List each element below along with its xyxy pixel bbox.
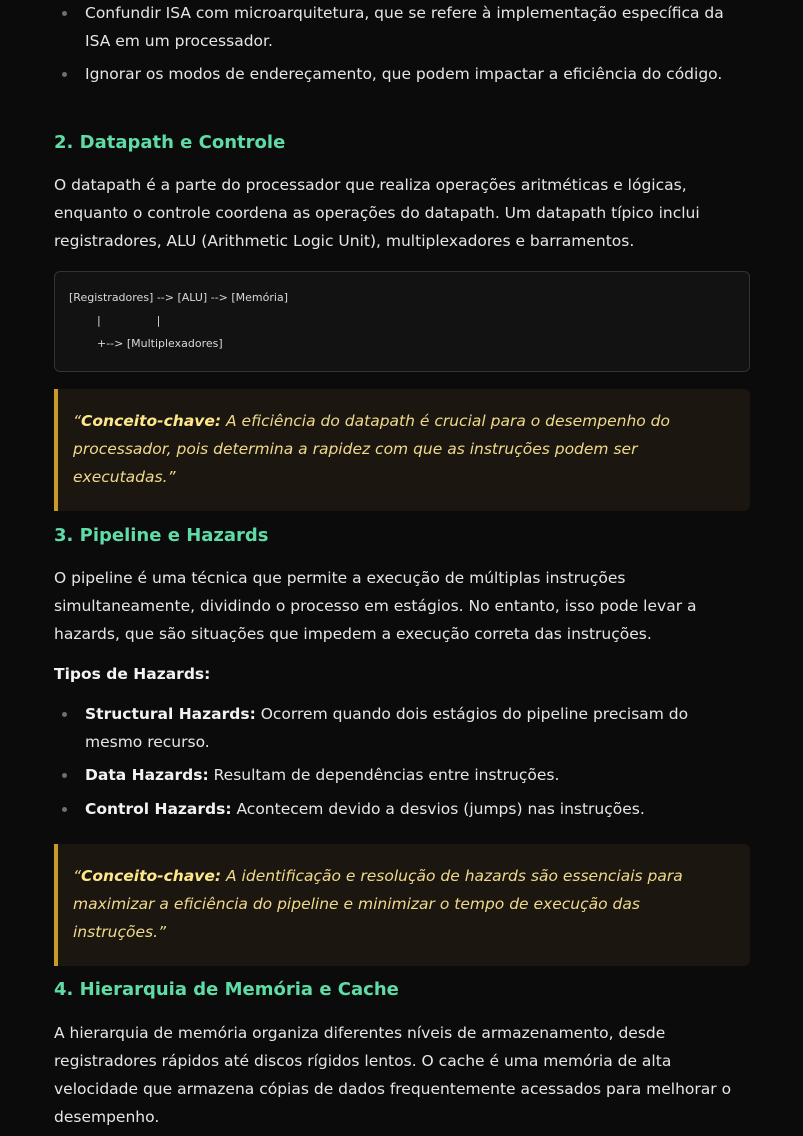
section-heading-datapath: 2. Datapath e Controle	[54, 132, 286, 153]
code-line: +--> [Multiplexadores]	[69, 337, 223, 350]
datapath-paragraph: O datapath é a parte do processador que realiza operações aritméticas e lógicas, enquanto o controle coordena as operações do datapath. Um datapath típico inclui registradores, ALU (Arithmetic Logic Unit), multiplexadores e barramentos.	[54, 176, 700, 250]
hazard-types-list	[54, 701, 750, 829]
code-block	[54, 271, 750, 372]
key-concept-callout: “Conceito-chave: A identificação e resolução de hazards são essenciais para maximizar a eficiência do pipeline e minimizar o tempo de execução das instruções.”	[54, 844, 750, 966]
key-concept-callout: “Conceito-chave: A eficiência do datapath é crucial para o desempenho do processador, pois determina a rapidez com que as instruções podem ser executadas.”	[54, 389, 750, 511]
list-item: Confundir ISA com microarquitetura, que se refere à implementação específica da ISA em um processador.	[54, 0, 750, 55]
code-line: | |	[69, 314, 161, 327]
memory-paragraph: A hierarquia de memória organiza diferentes níveis de armazenamento, desde registradores rápidos até discos rígidos lentos. O cache é uma memória de alta velocidade que armazena cópias de dados frequentemente acessados para melhorar o desempenho.	[54, 1024, 732, 1126]
pitfalls-list	[54, 0, 750, 95]
section-heading-memory: 4. Hierarquia de Memória e Cache	[54, 979, 399, 1000]
code-line: [Registradores] --> [ALU] --> [Memória]	[69, 291, 288, 304]
list-item: Control Hazards: Acontecem devido a desvios (jumps) nas instruções.	[54, 796, 750, 824]
key-concept-label: Conceito-chave:	[81, 867, 222, 885]
section-heading-pipeline: 3. Pipeline e Hazards	[54, 525, 269, 546]
list-item: Structural Hazards: Ocorrem quando dois estágios do pipeline precisam do mesmo recurso.	[54, 701, 750, 756]
list-item: Data Hazards: Resultam de dependências entre instruções.	[54, 762, 750, 790]
key-concept-label: Conceito-chave:	[81, 412, 222, 430]
list-item: Ignorar os modos de endereçamento, que podem impactar a eficiência do código.	[54, 61, 750, 89]
pipeline-paragraph: O pipeline é uma técnica que permite a execução de múltiplas instruções simultaneamente, dividindo o processo em estágios. No entanto, isso pode levar a hazards, que são situações que impedem a execução correta das instruções.	[54, 569, 697, 643]
hazard-types-heading: Tipos de Hazards:	[54, 665, 211, 683]
